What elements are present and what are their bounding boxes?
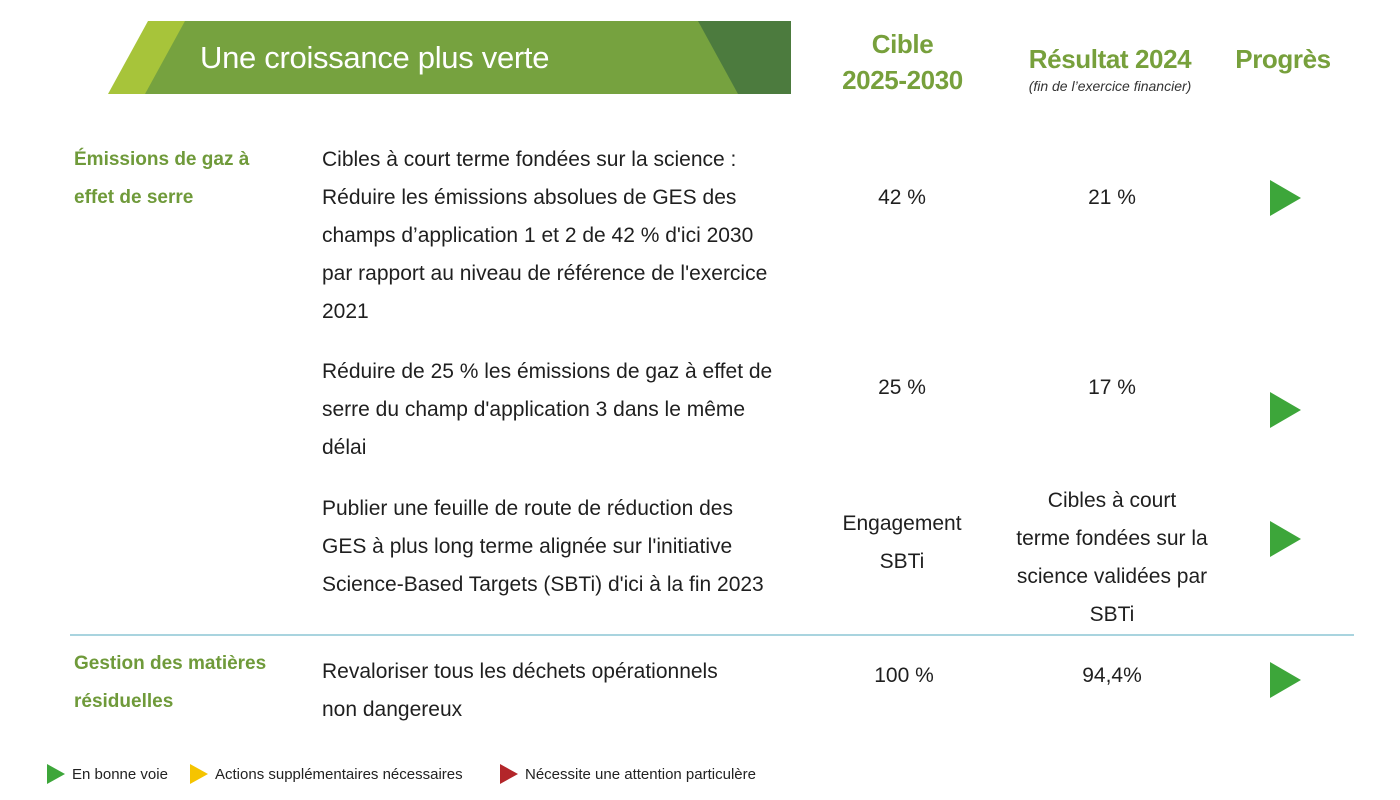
desc-line: GES à plus long terme alignée sur l'initiative <box>322 535 733 558</box>
header-target-line1: Cible <box>871 29 934 59</box>
legend-actions-needed <box>190 763 463 785</box>
header-result: Résultat 2024 <box>1028 44 1192 74</box>
desc-line: non dangereux <box>322 698 463 721</box>
target-line: Engagement <box>842 512 962 535</box>
row-3-result <box>1012 482 1212 634</box>
legend-label: Actions supplémentaires nécessaires <box>215 765 463 783</box>
header-target <box>820 26 985 98</box>
row-4-target: 100 % <box>874 664 934 687</box>
legend-on-track <box>47 763 168 785</box>
row-1-description <box>322 141 792 331</box>
section-banner <box>108 21 791 94</box>
on-track-arrow-icon <box>1270 392 1301 428</box>
category-ghg-line1: Émissions de gaz à <box>74 149 250 170</box>
desc-line: 2021 <box>322 300 369 323</box>
row-3-description <box>322 490 792 604</box>
legend-label: Nécessite une attention particulère <box>525 765 756 783</box>
category-ghg-line2: effet de serre <box>74 187 194 208</box>
section-divider <box>70 634 1354 636</box>
row-1-result: 21 % <box>1088 186 1136 209</box>
result-line: SBTi <box>1089 603 1135 626</box>
desc-line: champs d’application 1 et 2 de 42 % d'ici 2030 <box>322 224 754 247</box>
desc-line: Publier une feuille de route de réduction des <box>322 497 733 520</box>
yellow-triangle-icon <box>190 764 208 784</box>
on-track-arrow-icon <box>1270 180 1301 216</box>
category-ghg <box>74 141 249 217</box>
result-line: terme fondées sur la <box>1016 527 1208 550</box>
row-1-target: 42 % <box>878 186 926 209</box>
category-waste-line2: résiduelles <box>74 691 174 712</box>
desc-line: serre du champ d'application 3 dans le même <box>322 398 746 421</box>
target-line: SBTi <box>879 550 925 573</box>
desc-line: Revaloriser tous les déchets opérationnels <box>322 660 718 683</box>
category-waste <box>74 645 266 721</box>
row-3-target <box>822 505 982 581</box>
desc-line: par rapport au niveau de référence de l'exercice <box>322 262 768 285</box>
row-2-target: 25 % <box>878 376 926 399</box>
legend-attention <box>500 763 756 785</box>
banner-title: Une croissance plus verte <box>200 40 550 75</box>
result-line: Cibles à court <box>1047 489 1177 512</box>
row-4-description <box>322 653 792 729</box>
desc-line: Science-Based Targets (SBTi) d'ici à la fin 2023 <box>322 573 764 596</box>
desc-line: délai <box>322 436 367 459</box>
on-track-arrow-icon <box>1270 662 1301 698</box>
desc-line: Cibles à court terme fondées sur la science : <box>322 148 737 171</box>
category-waste-line1: Gestion des matières <box>74 653 267 674</box>
row-2-description <box>322 353 792 467</box>
red-triangle-icon <box>500 764 518 784</box>
row-4-result: 94,4% <box>1082 664 1142 687</box>
result-line: science validées par <box>1016 565 1208 588</box>
desc-line: Réduire de 25 % les émissions de gaz à effet de <box>322 360 773 383</box>
header-progress: Progrès <box>1235 44 1331 74</box>
green-triangle-icon <box>47 764 65 784</box>
on-track-arrow-icon <box>1270 521 1301 557</box>
row-2-result: 17 % <box>1088 376 1136 399</box>
header-target-line2: 2025-2030 <box>842 65 963 95</box>
desc-line: Réduire les émissions absolues de GES des <box>322 186 737 209</box>
header-result-note: (fin de l’exercice financier) <box>1028 78 1192 94</box>
legend-label: En bonne voie <box>72 765 168 783</box>
